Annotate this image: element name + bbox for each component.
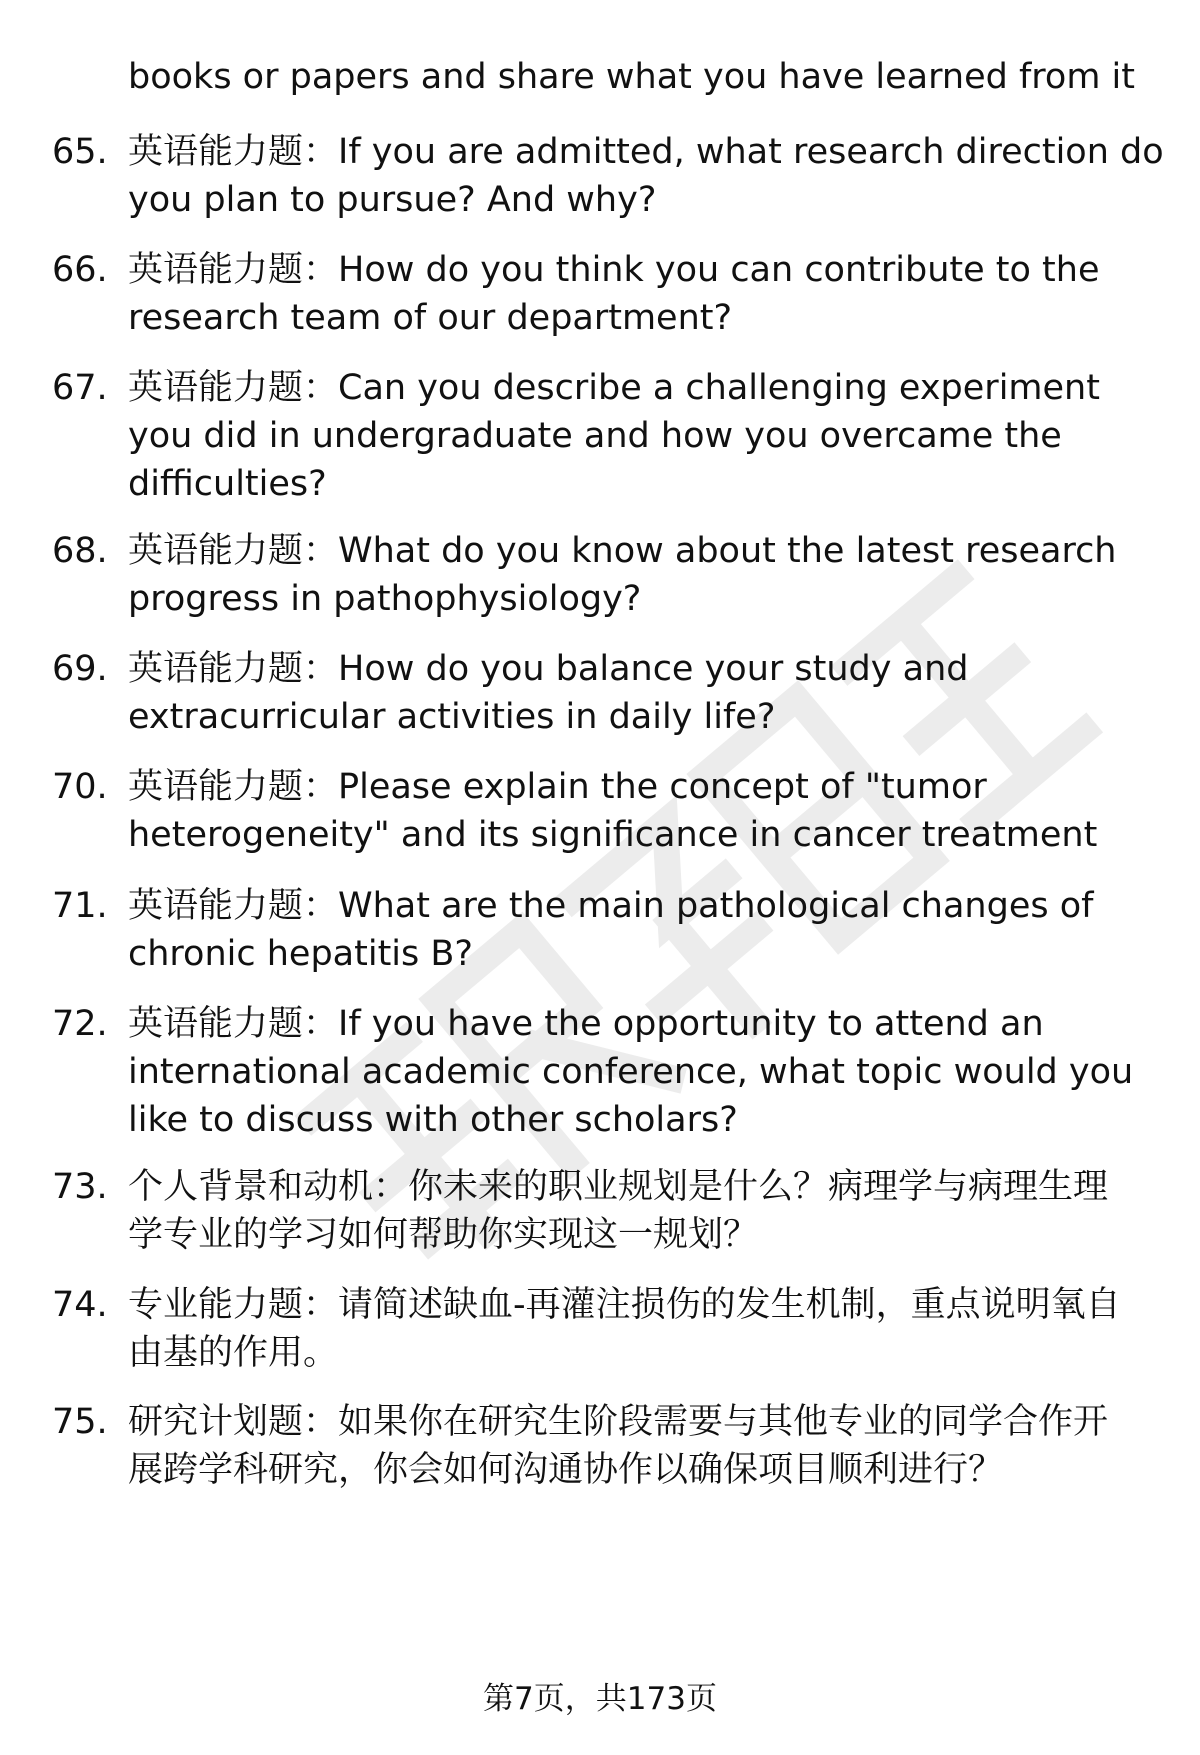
item-text-line: 英语能力题：What do you know about the latest research bbox=[128, 531, 1117, 571]
item-text-line: 展跨学科研究，你会如何沟通协作以确保项目顺利进行？ bbox=[128, 1450, 1004, 1490]
item-text-line: 英语能力题：If you are admitted, what research direction do bbox=[128, 132, 1164, 172]
item-text-line: 个人背景和动机：你未来的职业规划是什么？病理学与病理生理 bbox=[128, 1167, 1109, 1207]
item-text-line: 英语能力题：Please explain the concept of "tumor bbox=[128, 767, 987, 807]
item-number: 65. bbox=[52, 132, 108, 172]
page-footer: 第7页，共173页 bbox=[483, 1681, 717, 1717]
item-text-line: progress in pathophysiology? bbox=[128, 579, 642, 619]
item-number: 69. bbox=[52, 649, 108, 689]
item-text-line: 英语能力题：What are the main pathological changes of bbox=[128, 886, 1094, 926]
item-text-line: 由基的作用。 bbox=[128, 1333, 339, 1373]
item-text-line: 英语能力题：If you have the opportunity to attend an bbox=[128, 1004, 1044, 1044]
item-text-line: 英语能力题：Can you describe a challenging experiment bbox=[128, 368, 1100, 408]
item-text-line: extracurricular activities in daily life? bbox=[128, 697, 776, 737]
item-number: 70. bbox=[52, 767, 108, 807]
item-number: 71. bbox=[52, 886, 108, 926]
item-text-line: heterogeneity" and its significance in cancer treatment bbox=[128, 815, 1098, 855]
item-number: 73. bbox=[52, 1167, 108, 1207]
item-text-line: 研究计划题：如果你在研究生阶段需要与其他专业的同学合作开 bbox=[128, 1402, 1109, 1442]
item-text-line: 英语能力题：How do you think you can contribute to the bbox=[128, 250, 1100, 290]
item-number: 72. bbox=[52, 1004, 108, 1044]
item-text-line: international academic conference, what topic would you bbox=[128, 1052, 1134, 1092]
item-text-line: like to discuss with other scholars? bbox=[128, 1100, 738, 1140]
item-number: 75. bbox=[52, 1402, 108, 1442]
item-number: 66. bbox=[52, 250, 108, 290]
item-number: 68. bbox=[52, 531, 108, 571]
item-text-line: you did in undergraduate and how you overcame the bbox=[128, 416, 1062, 456]
item-text-line: research team of our department? bbox=[128, 298, 733, 338]
item-text-line: 专业能力题：请简述缺血-再灌注损伤的发生机制，重点说明氧自 bbox=[128, 1285, 1121, 1325]
item-number: 67. bbox=[52, 368, 108, 408]
item-number: 74. bbox=[52, 1285, 108, 1325]
item-text-line: you plan to pursue? And why? bbox=[128, 180, 657, 220]
continuation-text: books or papers and share what you have learned from it bbox=[128, 57, 1135, 97]
item-text-line: chronic hepatitis B? bbox=[128, 934, 473, 974]
item-text-line: difficulties? bbox=[128, 464, 327, 504]
item-text-line: 英语能力题：How do you balance your study and bbox=[128, 649, 969, 689]
item-text-line: 学专业的学习如何帮助你实现这一规划？ bbox=[128, 1215, 759, 1255]
